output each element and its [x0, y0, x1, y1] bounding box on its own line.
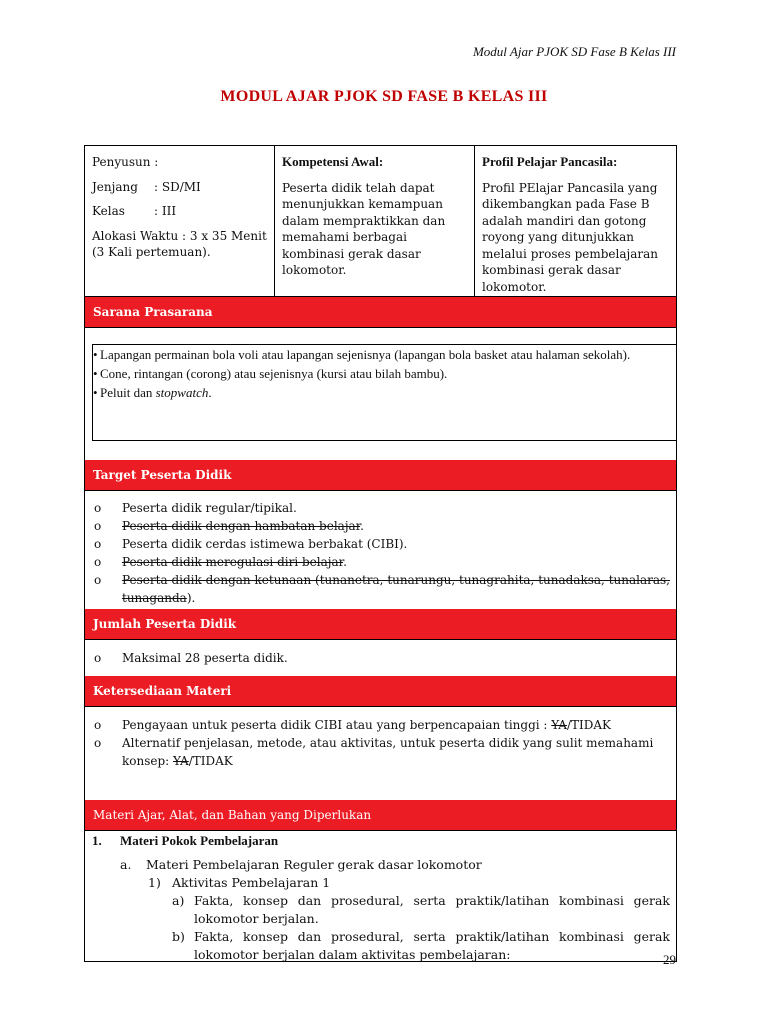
materi-a-mark: a. — [120, 857, 132, 872]
ketersediaan-heading: Ketersediaan Materi — [85, 676, 676, 707]
target-item-4: Peserta didik meregulasi diri belajar — [122, 555, 344, 569]
jumlah-section — [85, 640, 676, 676]
bullet-marker: o — [94, 718, 102, 732]
running-header: Modul Ajar PJOK SD Fase B Kelas III — [472, 44, 676, 59]
target-item-5: Peserta didik dengan ketunaan (tunanetra, tunarungu, tunagrahita, tunadaksa, tunalaras, tunaganda — [122, 573, 670, 605]
target-heading: Target Peserta Didik — [85, 460, 676, 491]
materi-1-text: Aktivitas Pembelajaran 1 — [172, 875, 331, 890]
materi-section — [85, 831, 676, 961]
list-item — [92, 734, 670, 770]
sarana-box — [92, 344, 676, 441]
jenjang-label: Jenjang — [92, 179, 138, 194]
materi-heading: Materi Ajar, Alat, dan Bahan yang Diperlukan — [85, 800, 676, 831]
tidak-option: /TIDAK — [188, 754, 233, 768]
list-item: • Cone, rintangan (corong) atau sejenisnya (kursi atau bilah bambu). — [93, 366, 448, 381]
materi-sub-a — [92, 892, 670, 928]
kompetensi-heading: Kompetensi Awal: — [282, 154, 384, 169]
jenjang-value: : SD/MI — [154, 179, 201, 194]
target-section — [85, 491, 676, 609]
list-item — [92, 571, 670, 607]
target-item-1: Peserta didik regular/tipikal. — [122, 501, 297, 515]
bullet-marker: o — [94, 573, 102, 587]
module-table — [84, 145, 677, 962]
materi-pokok-heading: Materi Pokok Pembelajaran — [120, 833, 279, 848]
bullet-marker: o — [94, 537, 102, 551]
list-item — [92, 553, 670, 571]
bullet-marker: o — [94, 501, 102, 515]
jumlah-heading: Jumlah Peserta Didik — [85, 609, 676, 640]
target-item-4-end: . — [343, 555, 347, 569]
bullet-marker: o — [94, 736, 102, 750]
identity-cell — [85, 146, 275, 296]
sarana-item-3: Peluit dan — [100, 385, 156, 400]
materi-number: 1. — [92, 833, 102, 848]
materi-a-text: Materi Pembelajaran Reguler gerak dasar lokomotor — [146, 857, 482, 872]
target-item-3: Peserta didik cerdas istimewa berbakat (CIBI). — [122, 537, 408, 551]
document-title: MODUL AJAR PJOK SD FASE B KELAS III — [220, 88, 548, 105]
sarana-item-2: Cone, rintangan (corong) atau sejenisnya (kursi atau bilah bambu). — [100, 366, 448, 381]
kelas-label: Kelas — [92, 204, 125, 218]
materi-sub-a-text: Fakta, konsep dan prosedural, serta praktik/latihan kombinasi gerak lokomotor berjalan. — [194, 893, 670, 926]
sarana-item-3-italic: stopwatch — [155, 385, 209, 400]
materi-1-mark: 1) — [148, 875, 161, 890]
list-item — [92, 716, 670, 734]
bullet-marker: o — [94, 651, 102, 665]
list-item: • Lapangan permainan bola voli atau lapangan sejenisnya (lapangan bola basket atau halaman sekolah). — [93, 347, 631, 362]
materi-sub-b-text: Fakta, konsep dan prosedural, serta praktik/latihan kombinasi gerak lokomotor berjalan dalam aktivitas pembelajaran: — [194, 929, 670, 962]
list-item — [92, 535, 670, 553]
info-row — [85, 146, 676, 297]
materi-sub-a-mark: a) — [172, 893, 185, 908]
ketersediaan-section — [85, 707, 676, 800]
ya-option: YA — [551, 718, 567, 732]
materi-h1 — [92, 832, 670, 850]
tidak-option: /TIDAK — [566, 718, 611, 732]
list-item — [92, 649, 670, 667]
page-number: 29 — [663, 952, 676, 967]
target-item-2: Peserta didik dengan hambatan belajar — [122, 519, 361, 533]
sarana-heading: Sarana Prasarana — [85, 297, 676, 328]
kelas-line — [92, 203, 268, 220]
materi-1 — [92, 874, 670, 892]
ya-option: YA — [173, 754, 189, 768]
jumlah-item-1: Maksimal 28 peserta didik. — [122, 651, 288, 665]
list-item — [92, 517, 670, 535]
bullet-marker: o — [94, 555, 102, 569]
alokasi-waktu: Alokasi Waktu : 3 x 35 Menit (3 Kali pertemuan). — [92, 228, 267, 259]
kompetensi-text: Peserta didik telah dapat menunjukkan kemampuan dalam mempraktikkan dan memahami berbagai kombinasi gerak dasar lokomotor. — [282, 180, 446, 277]
bullet-marker: o — [94, 519, 102, 533]
profil-heading: Profil Pelajar Pancasila: — [482, 154, 618, 169]
kompetensi-cell — [275, 146, 475, 296]
profil-text: Profil PElajar Pancasila yang dikembangkan pada Fase B adalah mandiri dan gotong royong yang ditunjukkan melalui proses pembelajaran kombinasi gerak dasar lokomotor. — [482, 180, 658, 294]
kelas-value: : III — [154, 204, 177, 218]
alternatif-text: Alternatif penjelasan, metode, atau aktivitas, untuk peserta didik yang sulit memahami konsep: — [122, 736, 654, 768]
sarana-section — [85, 344, 676, 460]
sarana-item-3-end: . — [208, 385, 212, 400]
pengayaan-text: Pengayaan untuk peserta didik CIBI atau yang berpencapaian tinggi : — [122, 718, 552, 732]
jenjang-line — [92, 179, 268, 196]
materi-a — [92, 856, 670, 874]
sarana-item-1: Lapangan permainan bola voli atau lapangan sejenisnya (lapangan bola basket atau halaman sekolah). — [100, 347, 631, 362]
profil-cell — [475, 146, 676, 296]
target-item-2-end: . — [360, 519, 364, 533]
penyusun-label: Penyusun : — [92, 155, 159, 169]
materi-sub-b-mark: b) — [172, 929, 185, 944]
list-item — [92, 499, 670, 517]
target-item-5-end: ). — [186, 591, 196, 605]
materi-sub-b — [92, 928, 670, 964]
list-item: • Peluit dan stopwatch. — [93, 385, 212, 400]
